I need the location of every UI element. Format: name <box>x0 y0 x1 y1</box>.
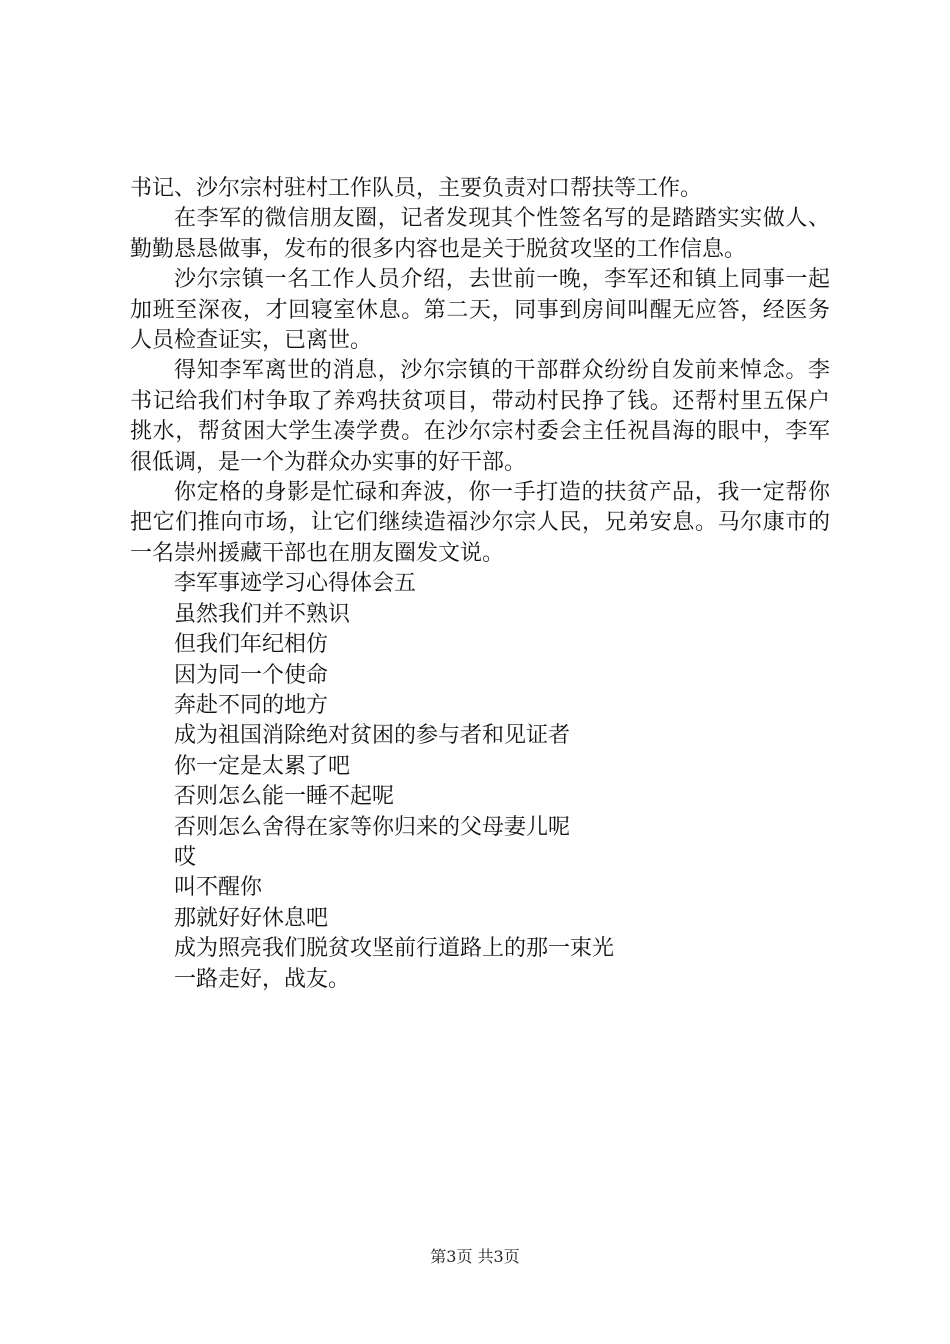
section-title: 李军事迹学习心得体会五 <box>174 571 417 597</box>
poem-line: 否则怎么能一睡不起呢 <box>174 784 395 810</box>
poem-line: 成为祖国消除绝对贫困的参与者和见证者 <box>174 723 571 749</box>
poem-line: 一路走好，战友。 <box>174 966 351 992</box>
poem-line: 叫不醒你 <box>174 875 263 901</box>
poem <box>130 600 830 995</box>
page-number-footer: 第3页 共3页 <box>430 1247 520 1266</box>
poem-line: 虽然我们并不熟识 <box>174 601 351 627</box>
poem-line: 奔赴不同的地方 <box>174 692 329 718</box>
poem-line: 成为照亮我们脱贫攻坚前行道路上的那一束光 <box>174 936 615 962</box>
poem-line: 因为同一个使命 <box>174 662 329 688</box>
paragraph-mourning: 得知李军离世的消息，沙尔宗镇的干部群众纷纷自发前来悼念。李书记给我们村争取了养鸡扶贫项目，带动村民挣了钱。还帮村里五保户挑水，帮贫困大学生凑学费。在沙尔宗村委会主任祝昌海的眼中，李军很低调，是一个为群众办实事的好干部。 <box>130 358 830 475</box>
paragraph-wechat-moments: 在李军的微信朋友圈，记者发现其个性签名写的是踏踏实实做人、勤勤恳恳做事，发布的很多内容也是关于脱贫攻坚的工作信息。 <box>130 206 830 262</box>
poem-line: 否则怎么舍得在家等你归来的父母妻儿呢 <box>174 814 571 840</box>
poem-line: 那就好好休息吧 <box>174 905 329 931</box>
paragraph-colleague-message: 你定格的身影是忙碌和奔波，你一手打造的扶贫产品，我一定帮你把它们推向市场，让它们继续造福沙尔宗人民，兄弟安息。马尔康市的一名崇州援藏干部也在朋友圈发文说。 <box>130 480 830 566</box>
poem-line: 你一定是太累了吧 <box>174 753 351 779</box>
paragraph-continuation: 书记、沙尔宗村驻村工作队员，主要负责对口帮扶等工作。 <box>130 176 703 201</box>
poem-line: 但我们年纪相仿 <box>174 632 329 658</box>
poem-line: 哎 <box>174 844 197 870</box>
paragraph-staff-account: 沙尔宗镇一名工作人员介绍，去世前一晚，李军还和镇上同事一起加班至深夜，才回寝室休息。第二天，同事到房间叫醒无应答，经医务人员检查证实，已离世。 <box>130 267 830 354</box>
document-body <box>130 174 830 995</box>
